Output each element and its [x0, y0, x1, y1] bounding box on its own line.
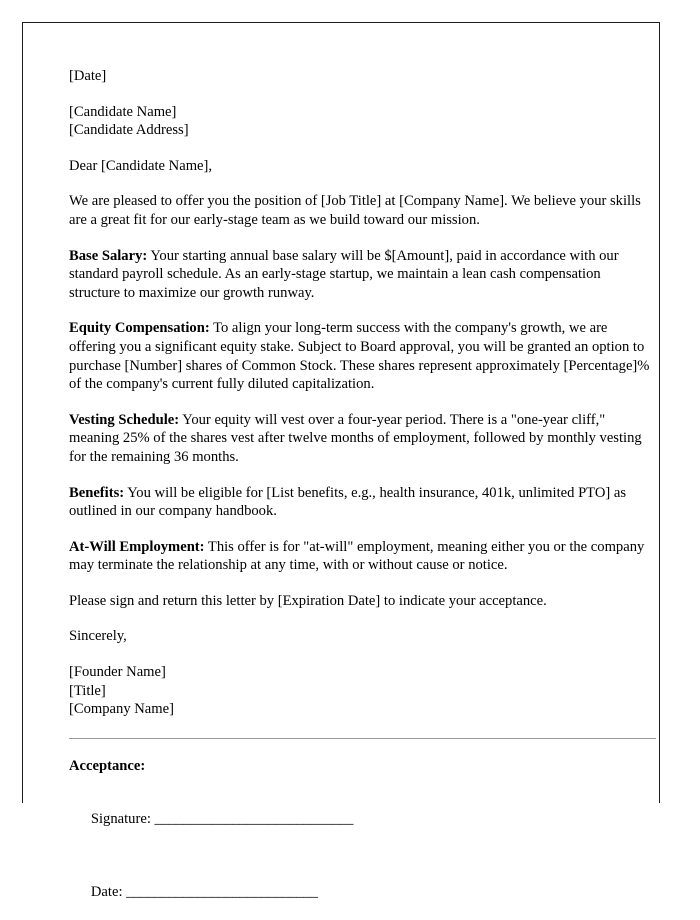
section-divider — [69, 738, 656, 739]
date-rule[interactable]: ___________________________ — [126, 883, 318, 900]
acceptance-heading: Acceptance: — [69, 757, 146, 774]
paragraph-benefits — [69, 484, 651, 521]
founder-title: [Title] — [69, 682, 106, 699]
page-frame — [22, 22, 660, 900]
recipient-block — [69, 103, 651, 140]
paragraph-vesting-schedule-text: Your equity will vest over a four-year period. There is a "one-year cliff," meaning 25% of the shares vest after twelve months of employment, followed by monthly vesting for the remaining 36 months. — [69, 411, 642, 465]
founder-name: [Founder Name] — [69, 664, 166, 681]
signature-line-row — [69, 791, 651, 847]
paragraph-base-salary-lead: Base Salary: — [69, 247, 148, 264]
paragraph-equity-compensation — [69, 319, 651, 393]
paragraph-benefits-lead: Benefits: — [69, 484, 125, 501]
paragraph-sign-and-return — [69, 592, 651, 611]
signature-rule[interactable]: ____________________________ — [154, 811, 354, 828]
date-line-row — [69, 864, 651, 920]
signature-label: Signature: — [90, 811, 155, 828]
paragraph-intro — [69, 192, 651, 229]
paragraph-equity-compensation-lead: Equity Compensation: — [69, 320, 210, 337]
paragraph-vesting-schedule — [69, 411, 651, 467]
paragraph-at-will-employment-lead: At-Will Employment: — [69, 538, 205, 555]
paragraph-at-will-employment — [69, 538, 651, 575]
paragraph-benefits-text: You will be eligible for [List benefits, e.g., health insurance, 401k, unlimited PTO] as outlined in our company handbook. — [69, 484, 627, 520]
date-label: Date: — [90, 883, 127, 900]
recipient-address: [Candidate Address] — [69, 122, 189, 139]
paragraph-intro-text: We are pleased to offer you the position of [Job Title] at [Company Name]. We believe your skills are a great fit for our early-stage team as we build toward our mission. — [69, 193, 641, 228]
closing-salutation: Sincerely, — [69, 628, 127, 645]
paragraph-vesting-schedule-lead: Vesting Schedule: — [69, 411, 180, 428]
signature-block — [69, 663, 651, 719]
letter-date: [Date] — [69, 68, 107, 84]
paragraph-base-salary — [69, 247, 651, 303]
recipient-name: [Candidate Name] — [69, 103, 177, 120]
paragraph-base-salary-text: Your starting annual base salary will be $[Amount], paid in accordance with our standard payroll schedule. As an early-stage startup, we maintain a lean cash compensation structure to maximize our growth runway. — [69, 247, 619, 301]
offer-letter-body — [69, 67, 651, 920]
salutation: Dear [Candidate Name], — [69, 157, 213, 174]
paragraph-at-will-employment-text: This offer is for "at-will" employment, meaning either you or the company may terminate the relationship at any time, with or without cause or notice. — [69, 538, 645, 574]
paragraph-equity-compensation-text: To align your long-term success with the company's growth, we are offering you a significant equity stake. Subject to Board approval, you will be granted an option to purchase [Number] shares of Common Stock. These shares represent approximately [Percentage]% of the company's current fully diluted capitalization. — [69, 320, 650, 393]
paragraph-sign-and-return-text: Please sign and return this letter by [Expiration Date] to indicate your acceptance. — [69, 592, 547, 609]
closing-company-name: [Company Name] — [69, 701, 174, 718]
